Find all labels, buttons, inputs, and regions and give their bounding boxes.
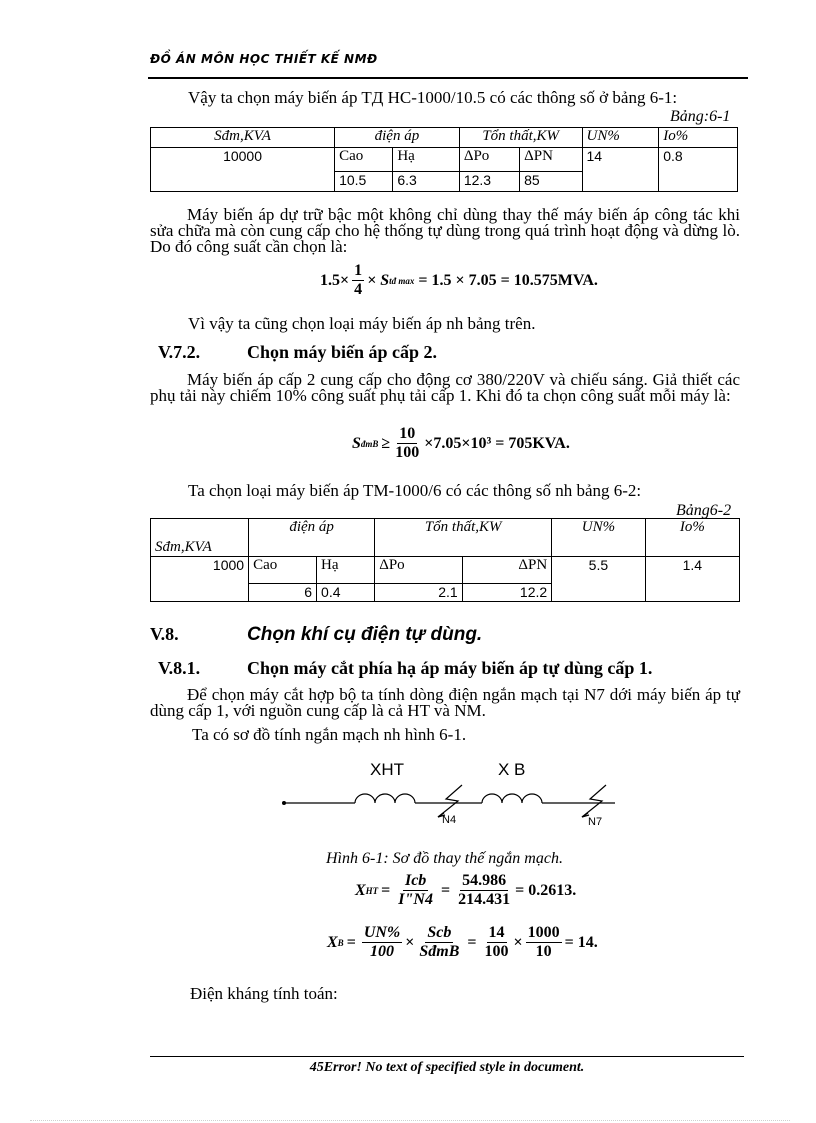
f2-lhs-sub: đmB bbox=[360, 438, 379, 449]
page-footer: 45Error! No text of specified style in document. bbox=[309, 1060, 585, 1075]
t1-h-sdm: Sđm,KVA bbox=[151, 128, 335, 148]
intro-table1: Vậy ta chọn máy biến áp TД HC-1000/10.5 có các thông số ở bảng 6-1: bbox=[188, 88, 678, 107]
label-n7: N7 bbox=[588, 816, 603, 828]
f2-fraction bbox=[393, 425, 421, 462]
formula-standby-power bbox=[320, 262, 598, 299]
fault-arrow-n4 bbox=[438, 785, 462, 817]
paragraph-level2: Máy biến áp cấp 2 cung cấp cho động cơ 380/220V và chiếu sáng. Giả thiết các phụ tải này chiếm 10% công suất phụ tải cấp 1. Khi đó ta chọn công suất mỗi máy là: bbox=[150, 370, 740, 405]
section-v81-title: Chọn máy cắt phía hạ áp máy biến áp tự dùng cấp 1. bbox=[247, 658, 653, 678]
t2-pn: 12.2 bbox=[462, 584, 552, 602]
table-6-1 bbox=[150, 127, 738, 192]
paragraph-diagram-ref: Ta có sơ đồ tính ngắn mạch nh hình 6-1. bbox=[192, 725, 467, 744]
f3-frac2 bbox=[456, 872, 512, 909]
formula-xb bbox=[327, 924, 598, 961]
paragraph-short-circuit: Để chọn máy cắt hợp bộ ta tính dòng điện ngắn mạch tại N7 dới máy biến áp tự dùng cấp 1, với nguồn cung cấp là cả HT và NM. bbox=[150, 685, 740, 720]
t2-h-io: Io% bbox=[645, 519, 739, 557]
t2-po-label: ΔPo bbox=[375, 557, 462, 584]
source-node bbox=[282, 801, 286, 805]
figure-caption: Hình 6-1: Sơ đồ thay thế ngắn mạch. bbox=[326, 850, 563, 867]
paragraph-calc-reactance: Điện kháng tính toán: bbox=[190, 984, 338, 1003]
f4-lhs: X bbox=[327, 933, 338, 951]
section-v8-title: Chọn khí cụ điện tự dùng. bbox=[247, 624, 483, 645]
intro-table2: Ta chọn loại máy biến áp TM-1000/6 có các thông số nh bảng 6-2: bbox=[188, 481, 642, 500]
f1-fraction bbox=[352, 262, 364, 299]
f2-rel: ≥ bbox=[381, 434, 391, 452]
f2-den: 100 bbox=[395, 444, 420, 461]
f4-num2: Scb bbox=[427, 924, 452, 941]
table2-caption: Bảng6-2 bbox=[676, 502, 732, 519]
t2-pn-label: ΔPN bbox=[462, 557, 552, 584]
f4-eq1: = bbox=[346, 933, 356, 951]
t1-pn: 85 bbox=[520, 172, 582, 192]
f2-lhs: S bbox=[352, 434, 361, 452]
section-v8-number: V.8. bbox=[150, 624, 179, 644]
f4-den4: 10 bbox=[535, 943, 552, 960]
t2-h-dienap: điện áp bbox=[249, 519, 375, 557]
t2-ha: 0.4 bbox=[317, 584, 375, 602]
t1-cao-label: Cao bbox=[335, 148, 393, 172]
f3-frac1 bbox=[396, 872, 435, 909]
paragraph-standby-transformer: Máy biến áp dự trữ bậc một không chỉ dùng thay thế máy biến áp công tác khi sửa chữa mà còn cung cấp cho hệ thống tự dùng trong quá trình hoạt động và dừng lò. Do đó công suất cần chọn là: bbox=[150, 205, 740, 256]
t1-h-un: UN% bbox=[582, 128, 659, 148]
f4-times1: × bbox=[405, 933, 415, 951]
formula-xht bbox=[355, 872, 576, 909]
f4-frac1 bbox=[362, 924, 402, 961]
t2-sdm: 1000 bbox=[151, 557, 249, 602]
t2-io: 1.4 bbox=[645, 557, 739, 602]
f3-lhs-sub: HT bbox=[365, 885, 379, 896]
footer-rule bbox=[150, 1056, 744, 1057]
inductor-xht bbox=[355, 794, 415, 803]
f1-left: 1.5× bbox=[320, 271, 350, 289]
t1-cao: 10.5 bbox=[335, 172, 393, 192]
f1-sub: tđ max bbox=[389, 275, 415, 286]
f4-num4: 1000 bbox=[527, 924, 560, 941]
t2-un: 5.5 bbox=[552, 557, 646, 602]
f4-frac3 bbox=[483, 924, 511, 961]
f3-den2: 214.431 bbox=[458, 891, 511, 908]
label-xht: XHT bbox=[370, 760, 404, 779]
t1-ha-label: Hạ bbox=[393, 148, 459, 172]
section-v72-title: Chọn máy biến áp cấp 2. bbox=[247, 342, 438, 362]
f1-right: = 1.5 × 7.05 = 10.575MVA. bbox=[418, 271, 598, 289]
t1-h-tonthat: Tổn thất,KW bbox=[459, 128, 582, 148]
f4-den1: 100 bbox=[370, 943, 395, 960]
t1-io: 0.8 bbox=[659, 148, 738, 192]
f1-mid: × S bbox=[367, 271, 390, 289]
f3-num1: Icb bbox=[404, 872, 427, 889]
f4-num1: UN% bbox=[363, 924, 401, 941]
f3-num2: 54.986 bbox=[462, 872, 507, 889]
t1-h-dienap: điện áp bbox=[335, 128, 460, 148]
f4-lhs-sub: B bbox=[337, 937, 344, 948]
f4-eq2: = bbox=[467, 933, 477, 951]
t2-h-sdm: Sđm,KVA bbox=[151, 519, 249, 557]
f4-frac4 bbox=[526, 924, 562, 961]
f4-result: = 14. bbox=[564, 933, 598, 951]
equivalent-circuit-diagram bbox=[270, 755, 650, 830]
t1-po: 12.3 bbox=[459, 172, 519, 192]
f4-times2: × bbox=[513, 933, 523, 951]
fault-arrow-n7 bbox=[582, 785, 606, 817]
formula-level2-power bbox=[352, 425, 570, 462]
page-header-title: ĐỒ ÁN MÔN HỌC THIẾT KẾ NMĐ bbox=[150, 52, 378, 66]
f3-eq1: = bbox=[381, 881, 391, 899]
t1-pn-label: ΔPN bbox=[520, 148, 582, 172]
t2-h-tonthat: Tổn thất,KW bbox=[375, 519, 552, 557]
f4-frac2 bbox=[417, 924, 461, 961]
t2-cao: 6 bbox=[249, 584, 317, 602]
page-bottom-dotted-line bbox=[30, 1120, 790, 1121]
t1-ha: 6.3 bbox=[393, 172, 459, 192]
label-xb: X B bbox=[498, 760, 526, 779]
t1-h-io: Io% bbox=[659, 128, 738, 148]
section-v81-number: V.8.1. bbox=[158, 658, 201, 678]
t2-ha-label: Hạ bbox=[317, 557, 375, 584]
f3-eq2: = bbox=[440, 881, 451, 899]
f3-lhs: X bbox=[355, 881, 366, 899]
inductor-xb bbox=[482, 794, 542, 803]
t1-sdm: 10000 bbox=[151, 148, 335, 192]
f1-den: 4 bbox=[354, 281, 363, 298]
t1-po-label: ΔPo bbox=[459, 148, 519, 172]
f3-den1: I"N4 bbox=[398, 891, 433, 908]
section-v72-number: V.7.2. bbox=[158, 342, 201, 362]
paragraph-same-choice: Vì vậy ta cũng chọn loại máy biến áp nh bảng trên. bbox=[188, 314, 536, 333]
label-n4: N4 bbox=[442, 814, 457, 826]
f2-num: 10 bbox=[399, 425, 416, 442]
f2-right: ×7.05×10³ = 705KVA. bbox=[424, 434, 570, 452]
t2-cao-label: Cao bbox=[249, 557, 317, 584]
f4-den3: 100 bbox=[484, 943, 509, 960]
f1-num: 1 bbox=[354, 262, 363, 279]
f4-den2: SđmB bbox=[419, 943, 460, 960]
table1-caption: Bảng:6-1 bbox=[670, 108, 731, 125]
header-rule bbox=[148, 77, 748, 79]
f4-num3: 14 bbox=[488, 924, 505, 941]
t2-po: 2.1 bbox=[375, 584, 462, 602]
t1-un: 14 bbox=[582, 148, 659, 192]
f3-result: = 0.2613. bbox=[515, 881, 577, 899]
table-6-2 bbox=[150, 518, 740, 602]
t2-h-un: UN% bbox=[552, 519, 646, 557]
